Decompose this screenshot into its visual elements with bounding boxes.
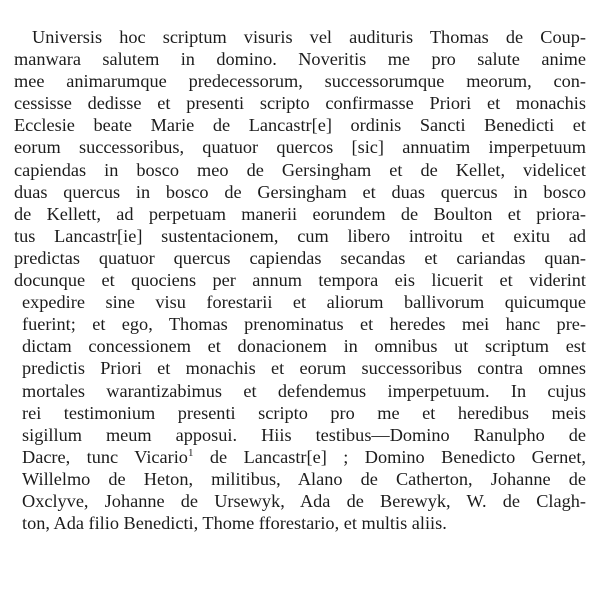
text-line: Oxclyve, Johanne de Ursewyk, Ada de Berewyk, W. de Clagh- (22, 490, 586, 511)
text-line: docunque et quociens per annum tempora eis licuerit et viderint (14, 270, 586, 291)
text-line: capiendas in bosco meo de Gersingham et de Kellet, videlicet (14, 159, 586, 180)
text-line: predictas quatuor quercus capiendas secandas et cariandas quan- (14, 247, 586, 268)
text-line: Willelmo de Heton, militibus, Alano de Catherton, Johanne de (22, 468, 586, 489)
text-line: tus Lancastr[ie] sustentacionem, cum libero introitu et exitu ad (14, 225, 586, 246)
text-line: duas quercus in bosco de Gersingham et duas quercus in bosco (14, 181, 586, 202)
text-line: mee animarumque predecessorum, successorumque meorum, con- (14, 71, 586, 92)
text-line: dictam concessionem et donacionem in omnibus ut scriptum est (22, 336, 586, 357)
text-line: sigillum meum apposui. Hiis testibus—Domino Ranulpho de (22, 424, 586, 445)
text-line: de Kellett, ad perpetuam manerii eorundem de Boulton et priora- (14, 203, 586, 224)
text-line: eorum successoribus, quatuor quercos [sic] annuatim imperpetuum (14, 137, 586, 158)
text-line: manwara salutem in domino. Noveritis me pro salute anime (14, 49, 586, 70)
text-line: expedire sine visu forestarii et aliorum ballivorum quicumque (22, 292, 586, 313)
text-line: predictis Priori et monachis et eorum successoribus contra omnes (22, 358, 586, 379)
text-line: fuerint; et ego, Thomas prenominatus et heredes mei hanc pre- (22, 314, 586, 335)
footnote-marker: 1 (187, 446, 194, 459)
text-line (14, 446, 586, 468)
text-line: Ecclesie beate Marie de Lancastr[e] ordinis Sancti Benedicti et (14, 115, 586, 136)
text-fragment: de Lancastr[e] ; Domino Benedicto Gernet, (193, 446, 586, 467)
text-line: mortales warantizabimus et defendemus imperpetuum. In cujus (22, 380, 586, 401)
charter-text (14, 26, 586, 534)
text-line: Universis hoc scriptum visuris vel audituris Thomas de Coup- (32, 27, 586, 47)
text-fragment: Dacre, tunc Vicario (22, 446, 188, 467)
text-line: rei testimonium presenti scripto pro me et heredibus meis (22, 402, 586, 423)
text-line: ton, Ada filio Benedicti, Thome fforestario, et multis aliis. (22, 513, 447, 534)
text-line: cessisse dedisse et presenti scripto confirmasse Priori et monachis (14, 93, 586, 114)
